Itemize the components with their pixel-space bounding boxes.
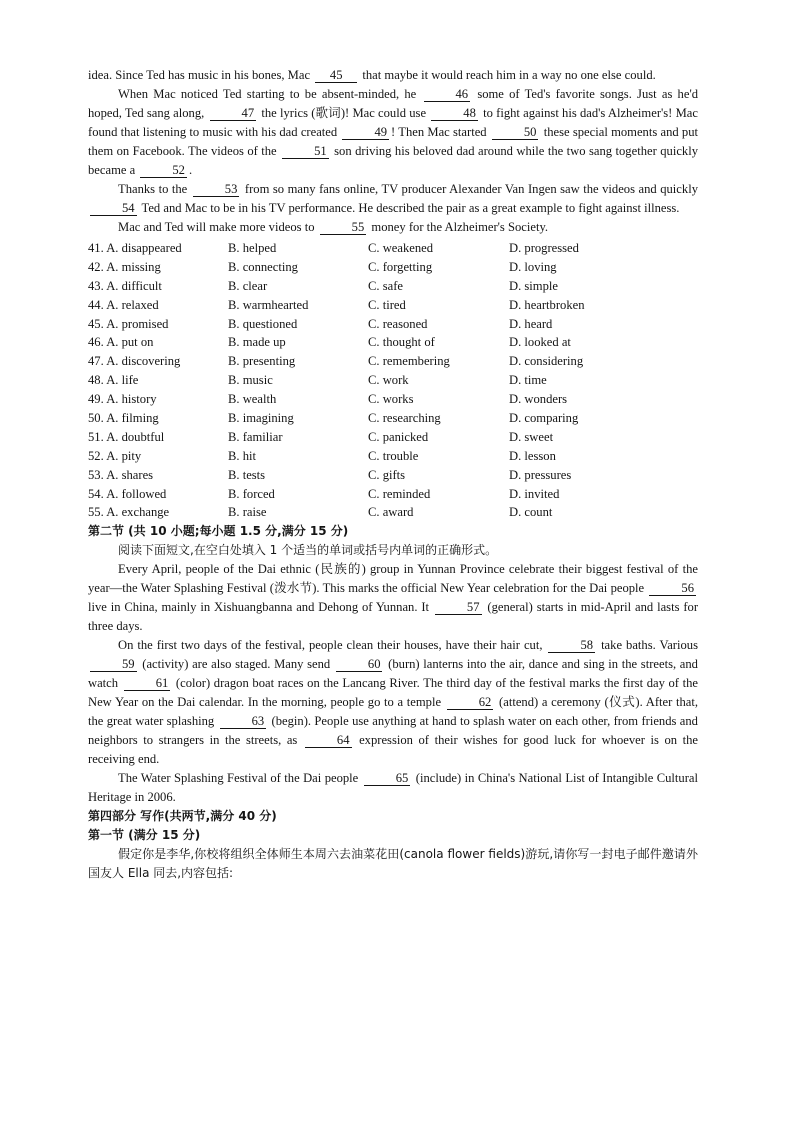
blank-49: 49 (342, 125, 389, 140)
option-d: D. looked at (509, 335, 571, 350)
blank-60: 60 (336, 657, 383, 672)
option-row-47 (88, 352, 698, 371)
option-row-43 (88, 277, 698, 296)
option-a: 49. A. history (88, 392, 157, 407)
option-c: C. work (368, 373, 409, 388)
option-b: B. warmhearted (228, 297, 309, 312)
section-instruction: 阅读下面短文,在空白处填入 1 个适当的单词或括号内单词的正确形式。 (118, 543, 498, 558)
option-d: D. lesson (509, 448, 556, 463)
option-c: C. thought of (368, 335, 435, 350)
option-d: D. simple (509, 278, 558, 293)
blank-62: 62 (447, 695, 494, 710)
option-d: D. considering (509, 354, 584, 369)
option-c: C. tired (368, 297, 406, 312)
option-row-52 (88, 447, 698, 466)
text: (begin). People use anything at hand to splash water on each other, from friends and neighbors to strangers in the streets, as (88, 714, 698, 748)
text: (include) in China's National List of Intangible Cultural Heritage in 2006. (88, 771, 699, 805)
option-c: C. remembering (368, 354, 450, 369)
option-c: C. safe (368, 278, 403, 293)
text: (burn) lanterns into the air, dance and sing in the streets, and watch (88, 657, 698, 691)
text: that maybe it would reach him in a way no one else could. (362, 68, 656, 82)
blank-53: 53 (193, 182, 240, 197)
option-b: B. made up (228, 335, 286, 350)
option-d: D. invited (509, 486, 560, 501)
option-b: B. clear (228, 278, 268, 293)
text: ! Then Mac started (391, 125, 487, 139)
option-d: D. pressures (509, 467, 572, 482)
option-c: C. reminded (368, 486, 431, 501)
passage1-paragraph (88, 85, 698, 180)
blank-54: 54 (90, 201, 137, 216)
options-list (88, 239, 698, 522)
text: (general) starts in mid-April and lasts for three days. (88, 600, 699, 634)
option-b: B. presenting (228, 354, 296, 369)
text: idea. Since Ted has music in his bones, Mac (88, 68, 311, 82)
passage1-paragraph (88, 218, 698, 237)
option-b: B. hit (228, 448, 256, 463)
option-d: D. count (509, 505, 553, 520)
text: take baths. Various (601, 638, 698, 653)
option-b: B. tests (228, 467, 266, 482)
option-row-46 (88, 333, 698, 352)
option-row-44 (88, 296, 698, 315)
blank-52: 52 (140, 163, 187, 178)
option-row-48 (88, 371, 698, 390)
blank-45: 45 (315, 68, 357, 83)
writing-prompt: 假定你是李华,你校将组织全体师生本周六去油菜花田(canola flower fields)游玩,请你写一封电子邮件邀请外国友人 Ella 同去,内容包括: (88, 847, 698, 881)
option-row-50 (88, 409, 698, 428)
exam-page (88, 66, 698, 883)
option-row-42 (88, 258, 698, 277)
part-heading: 第四部分 写作(共两节,满分 40 分) (88, 809, 277, 824)
option-a: 55. A. exchange (88, 505, 170, 520)
option-c: C. works (368, 392, 414, 407)
option-a: 54. A. followed (88, 486, 167, 501)
option-row-49 (88, 390, 698, 409)
option-c: C. researching (368, 411, 441, 426)
option-d: D. loving (509, 259, 557, 274)
option-b: B. forced (228, 486, 275, 501)
option-d: D. wonders (509, 392, 568, 407)
text: from so many fans online, TV producer Alexander Van Ingen saw the videos and quickly (244, 182, 698, 196)
blank-64: 64 (305, 733, 352, 748)
option-a: 43. A. difficult (88, 278, 162, 293)
text: When Mac noticed Ted starting to be absent-minded, he (118, 87, 417, 101)
text: Every April, people of the Dai ethnic (民族的) group in Yunnan Province celebrate their biggest festival of the year—the Water Splashing Festival (泼水节). This marks the official New Year celebration for the Dai people (88, 562, 698, 596)
option-row-55 (88, 503, 698, 522)
option-a: 41. A. disappeared (88, 241, 182, 255)
option-c: C. reasoned (368, 316, 428, 331)
blank-56: 56 (649, 581, 696, 596)
blank-46: 46 (424, 87, 471, 102)
option-d: D. sweet (509, 429, 554, 444)
option-c: C. forgetting (368, 259, 433, 274)
passage1-paragraph (88, 180, 698, 218)
option-b: B. helped (228, 241, 277, 255)
option-d: D. comparing (509, 411, 579, 426)
text: live in China, mainly in Xishuangbanna and Dehong of Yunnan. It (88, 600, 430, 615)
option-b: B. imagining (228, 411, 294, 426)
option-c: C. award (368, 505, 414, 520)
blank-48: 48 (431, 106, 478, 121)
passage2-paragraph (88, 636, 698, 769)
option-c: C. gifts (368, 467, 406, 482)
text: (color) dragon boat races on the Lancang River. The third day of the festival marks the first day of the New Year on the Dai calendar. In the morning, people go to a temple (88, 676, 698, 710)
option-b: B. raise (228, 505, 267, 520)
option-b: B. wealth (228, 392, 277, 407)
text: to fight against his dad's Alzheimer's! Mac found that listening to music with his dad created (88, 106, 698, 139)
text: money for the Alzheimer's Society. (371, 220, 549, 234)
option-b: B. questioned (228, 316, 298, 331)
section-heading: 第一节 (满分 15 分) (88, 828, 201, 843)
text: The Water Splashing Festival of the Dai people (118, 771, 359, 786)
option-b: B. familiar (228, 429, 283, 444)
text: Thanks to the (118, 182, 188, 196)
option-a: 44. A. relaxed (88, 297, 159, 312)
passage1-paragraph (88, 66, 698, 85)
text: Mac and Ted will make more videos to (118, 220, 315, 234)
option-d: D. time (509, 373, 547, 388)
text: (attend) a ceremony (仪式). After that, the great water splashing (88, 695, 699, 729)
blank-50: 50 (492, 125, 539, 140)
option-row-54 (88, 485, 698, 504)
option-b: B. connecting (228, 259, 298, 274)
text: expression of their wishes for good luck for whoever is on the receiving end. (88, 733, 699, 767)
text: some of Ted's favorite songs. Just as he'd hoped, Ted sang along, (88, 87, 699, 120)
text: . (188, 163, 193, 177)
blank-61: 61 (124, 676, 171, 691)
blank-59: 59 (90, 657, 137, 672)
option-a: 48. A. life (88, 373, 139, 388)
option-a: 45. A. promised (88, 316, 169, 331)
text: these special moments and put them on Facebook. The videos of the (88, 125, 699, 158)
option-b: B. music (228, 373, 273, 388)
blank-63: 63 (220, 714, 267, 729)
blank-58: 58 (548, 638, 595, 653)
option-d: D. progressed (509, 241, 579, 255)
passage2-paragraph (88, 560, 698, 636)
option-c: C. panicked (368, 429, 429, 444)
text: son driving his beloved dad around while the two sang together quickly became a (88, 144, 698, 177)
option-row-41 (88, 239, 698, 258)
blank-51: 51 (282, 144, 329, 159)
text: Ted and Mac to be in his TV performance. He described the pair as a great example to fight against illness. (141, 201, 680, 215)
option-a: 53. A. shares (88, 467, 154, 482)
option-a: 51. A. doubtful (88, 429, 165, 444)
option-a: 42. A. missing (88, 259, 161, 274)
option-c: C. trouble (368, 448, 419, 463)
option-d: D. heartbroken (509, 297, 585, 312)
option-a: 52. A. pity (88, 448, 142, 463)
text: the lyrics (歌词)! Mac could use (261, 106, 427, 120)
option-c: C. weakened (368, 241, 434, 255)
option-a: 46. A. put on (88, 335, 154, 350)
option-a: 47. A. discovering (88, 354, 181, 369)
text: (activity) are also staged. Many send (142, 657, 331, 672)
option-row-45 (88, 315, 698, 334)
blank-65: 65 (364, 771, 411, 786)
option-row-51 (88, 428, 698, 447)
option-d: D. heard (509, 316, 553, 331)
passage2-paragraph (88, 769, 698, 807)
blank-57: 57 (435, 600, 482, 615)
option-row-53 (88, 466, 698, 485)
section-heading: 第二节 (共 10 小题;每小题 1.5 分,满分 15 分) (88, 524, 349, 539)
blank-55: 55 (320, 220, 367, 235)
option-a: 50. A. filming (88, 411, 159, 426)
text: On the first two days of the festival, people clean their houses, have their hair cut, (118, 638, 543, 653)
blank-47: 47 (210, 106, 257, 121)
